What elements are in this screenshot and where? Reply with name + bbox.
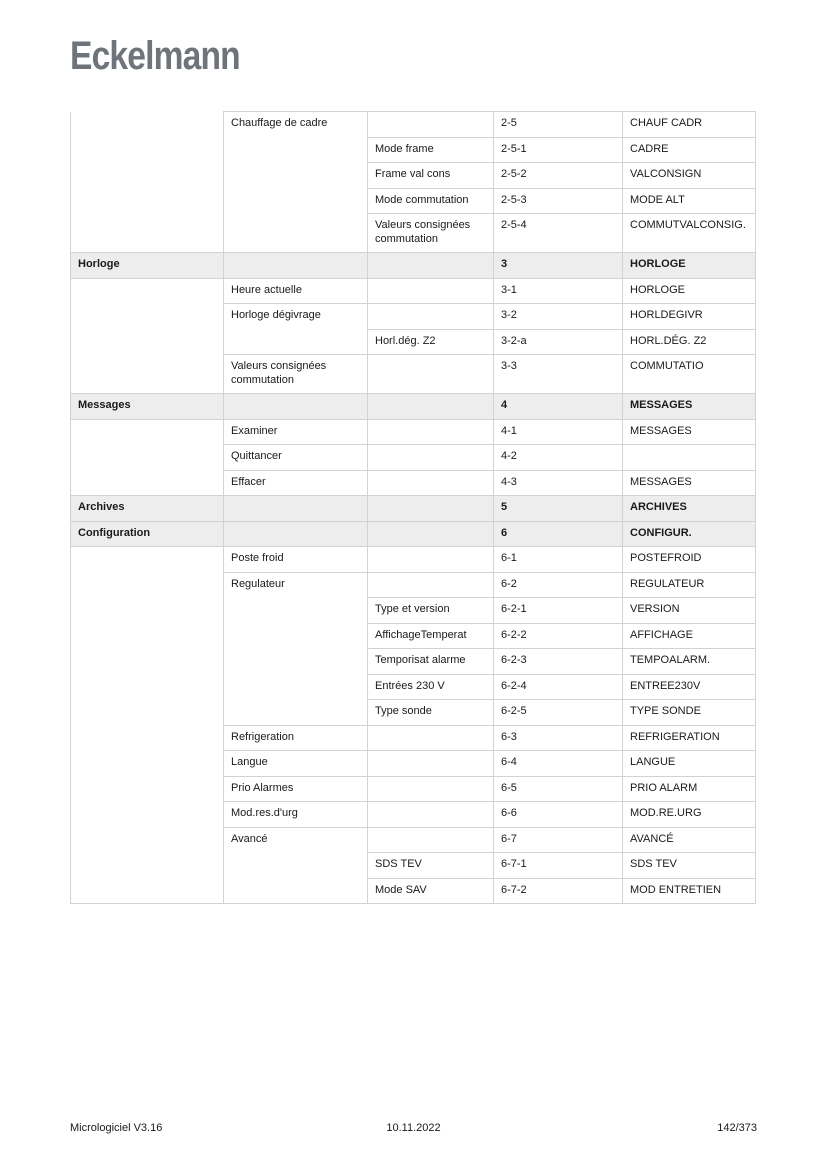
cell-level2: Refrigeration: [224, 725, 368, 751]
section-row: [71, 394, 756, 420]
cell-level2: Chauffage de cadre: [224, 112, 368, 253]
cell-code: 3-2: [494, 304, 623, 330]
cell-level2: Langue: [224, 751, 368, 777]
footer-page-number: 142/373: [717, 1122, 757, 1134]
cell-display: HORLOGE: [623, 253, 756, 279]
cell-level3: [368, 394, 494, 420]
cell-display: ENTREE230V: [623, 674, 756, 700]
cell-level2: [224, 496, 368, 522]
cell-display: MODE ALT: [623, 188, 756, 214]
cell-level3: [368, 572, 494, 598]
page-footer: [70, 1121, 757, 1135]
cell-level3: AffichageTemperat: [368, 623, 494, 649]
cell-display: HORLDEGIVR: [623, 304, 756, 330]
cell-level3: Mode frame: [368, 137, 494, 163]
cell-level1: [71, 278, 224, 394]
cell-code: 6-2-3: [494, 649, 623, 675]
cell-display: VALCONSIGN: [623, 163, 756, 189]
cell-display: CONFIGUR.: [623, 521, 756, 547]
cell-level2: Mod.res.d'urg: [224, 802, 368, 828]
section-row: [71, 521, 756, 547]
table-row: [71, 278, 756, 304]
cell-code: 6-4: [494, 751, 623, 777]
cell-code: 6-2: [494, 572, 623, 598]
cell-level2: Effacer: [224, 470, 368, 496]
cell-level2: Poste froid: [224, 547, 368, 573]
cell-display: VERSION: [623, 598, 756, 624]
cell-level3: [368, 112, 494, 138]
cell-level3: SDS TEV: [368, 853, 494, 879]
cell-display: HORLOGE: [623, 278, 756, 304]
cell-level1: [71, 112, 224, 253]
cell-code: 6-5: [494, 776, 623, 802]
cell-display: POSTEFROID: [623, 547, 756, 573]
cell-code: 4: [494, 394, 623, 420]
cell-display: AVANCÉ: [623, 827, 756, 853]
cell-level3: [368, 355, 494, 394]
table-row: [71, 547, 756, 573]
cell-code: 4-2: [494, 445, 623, 471]
cell-code: 2-5-3: [494, 188, 623, 214]
cell-level1: [71, 419, 224, 496]
menu-structure-table: [70, 111, 756, 904]
cell-code: 2-5: [494, 112, 623, 138]
cell-level3: [368, 521, 494, 547]
cell-code: 6-6: [494, 802, 623, 828]
cell-display: AFFICHAGE: [623, 623, 756, 649]
cell-code: 6-2-1: [494, 598, 623, 624]
cell-code: 2-5-1: [494, 137, 623, 163]
cell-display: CADRE: [623, 137, 756, 163]
cell-code: 6-7-2: [494, 878, 623, 904]
cell-level3: Temporisat alarme: [368, 649, 494, 675]
table-row: [71, 112, 756, 138]
cell-level3: [368, 278, 494, 304]
cell-level3: [368, 827, 494, 853]
cell-level2: Prio Alarmes: [224, 776, 368, 802]
cell-code: 6-2-2: [494, 623, 623, 649]
cell-level3: Mode commutation: [368, 188, 494, 214]
cell-level3: Mode SAV: [368, 878, 494, 904]
cell-display: COMMUTATIO: [623, 355, 756, 394]
cell-display: TEMPOALARM.: [623, 649, 756, 675]
cell-level3: [368, 725, 494, 751]
cell-level3: [368, 496, 494, 522]
cell-display: CHAUF CADR: [623, 112, 756, 138]
cell-display: COMMUTVALCONSIG.: [623, 214, 756, 253]
cell-level2: [224, 394, 368, 420]
cell-level3: Type sonde: [368, 700, 494, 726]
cell-level3: [368, 547, 494, 573]
cell-display: MESSAGES: [623, 470, 756, 496]
cell-display: MESSAGES: [623, 419, 756, 445]
cell-code: 6-1: [494, 547, 623, 573]
cell-display: MOD ENTRETIEN: [623, 878, 756, 904]
cell-level2: Examiner: [224, 419, 368, 445]
cell-code: 3-3: [494, 355, 623, 394]
cell-level3: Type et version: [368, 598, 494, 624]
cell-level3: [368, 304, 494, 330]
cell-display: LANGUE: [623, 751, 756, 777]
cell-display: MOD.RE.URG: [623, 802, 756, 828]
cell-level1: Configuration: [71, 521, 224, 547]
cell-level3: Entrées 230 V: [368, 674, 494, 700]
cell-level2: Regulateur: [224, 572, 368, 725]
cell-code: 2-5-4: [494, 214, 623, 253]
cell-level1: [71, 547, 224, 904]
cell-level1: Messages: [71, 394, 224, 420]
cell-level3: Frame val cons: [368, 163, 494, 189]
cell-display: REGULATEUR: [623, 572, 756, 598]
cell-code: 5: [494, 496, 623, 522]
cell-code: 6-7: [494, 827, 623, 853]
cell-level2: Quittancer: [224, 445, 368, 471]
footer-date: 10.11.2022: [386, 1122, 441, 1134]
cell-display: HORL.DÉG. Z2: [623, 329, 756, 355]
cell-level3: [368, 253, 494, 279]
cell-level2: Horloge dégivrage: [224, 304, 368, 355]
footer-firmware-version: Micrologiciel V3.16: [70, 1122, 163, 1134]
cell-level2: Valeurs consignées commutation: [224, 355, 368, 394]
cell-code: 2-5-2: [494, 163, 623, 189]
cell-code: 3-1: [494, 278, 623, 304]
cell-code: 6-2-5: [494, 700, 623, 726]
cell-level1: Archives: [71, 496, 224, 522]
section-row: [71, 496, 756, 522]
cell-level1: Horloge: [71, 253, 224, 279]
cell-code: 4-1: [494, 419, 623, 445]
cell-display: TYPE SONDE: [623, 700, 756, 726]
cell-level3: [368, 445, 494, 471]
cell-code: 6-2-4: [494, 674, 623, 700]
cell-display: PRIO ALARM: [623, 776, 756, 802]
cell-display: REFRIGERATION: [623, 725, 756, 751]
cell-level3: [368, 751, 494, 777]
cell-code: 4-3: [494, 470, 623, 496]
cell-level3: [368, 470, 494, 496]
menu-table-body: [71, 112, 756, 904]
cell-display: SDS TEV: [623, 853, 756, 879]
cell-code: 6: [494, 521, 623, 547]
eckelmann-logo: Eckelmann: [70, 34, 240, 78]
section-row: [71, 253, 756, 279]
cell-level3: [368, 776, 494, 802]
cell-code: 6-7-1: [494, 853, 623, 879]
cell-level3: [368, 419, 494, 445]
cell-level3: [368, 802, 494, 828]
cell-level3: Valeurs consignées commutation: [368, 214, 494, 253]
cell-code: 6-3: [494, 725, 623, 751]
cell-display: MESSAGES: [623, 394, 756, 420]
cell-display: ARCHIVES: [623, 496, 756, 522]
cell-level2: [224, 521, 368, 547]
table-row: [71, 419, 756, 445]
cell-code: 3: [494, 253, 623, 279]
cell-level3: Horl.dég. Z2: [368, 329, 494, 355]
cell-level2: Heure actuelle: [224, 278, 368, 304]
cell-code: 3-2-a: [494, 329, 623, 355]
cell-level2: [224, 253, 368, 279]
cell-display: [623, 445, 756, 471]
cell-level2: Avancé: [224, 827, 368, 904]
